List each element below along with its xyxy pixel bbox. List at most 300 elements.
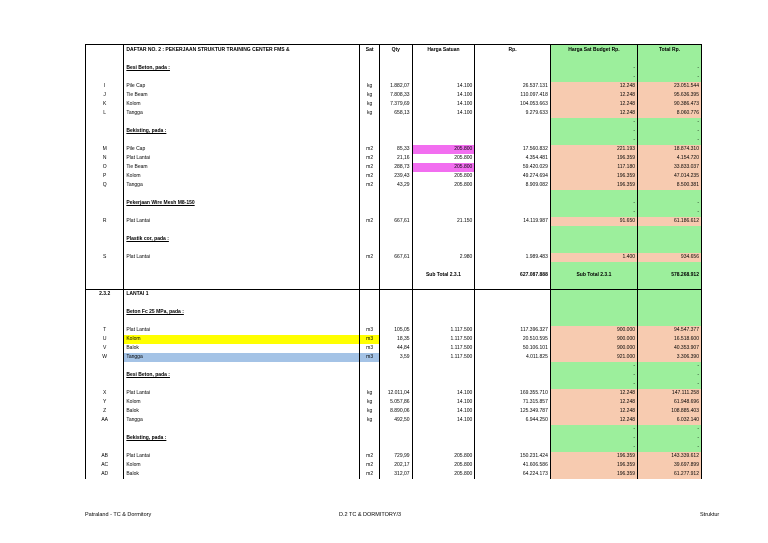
- row-amount: [475, 208, 551, 217]
- row-quantity: 658,13: [380, 109, 413, 118]
- table-blank-row: [86, 317, 702, 326]
- row-total: 47.014.235: [638, 172, 702, 181]
- row-budget-price: 196.359: [550, 470, 637, 479]
- row-description: Balok: [124, 344, 360, 353]
- row-budget-price: [550, 55, 637, 64]
- row-amount: [475, 425, 551, 434]
- row-quantity: 7.808,33: [380, 91, 413, 100]
- row-description: [124, 73, 360, 82]
- row-quantity: [380, 371, 413, 380]
- table-row: [86, 389, 702, 398]
- row-code: [86, 380, 124, 389]
- row-unit: [360, 262, 380, 271]
- row-harga-satuan: [412, 226, 475, 235]
- row-harga-satuan: [412, 280, 475, 290]
- row-total: 23.051.544: [638, 82, 702, 91]
- row-code: [86, 73, 124, 82]
- table-blank-row: [86, 425, 702, 434]
- row-code: [86, 425, 124, 434]
- table-row: [86, 326, 702, 335]
- row-description: Tie Beam: [124, 163, 360, 172]
- row-total: 8.060.776: [638, 109, 702, 118]
- row-description: Pile Cap: [124, 145, 360, 154]
- row-harga-satuan: 205.800: [412, 461, 475, 470]
- row-amount: [475, 434, 551, 443]
- row-code: P: [86, 172, 124, 181]
- row-unit: m3: [360, 335, 380, 344]
- row-harga-satuan: 2.980: [412, 253, 475, 262]
- row-harga-satuan: 1.117.500: [412, 344, 475, 353]
- header-title: DAFTAR NO. 2 : PEKERJAAN STRUKTUR TRAINING CENTER FMS &: [124, 45, 360, 56]
- table-section-row: [86, 308, 702, 317]
- row-unit: [360, 362, 380, 371]
- row-description: Plat Lantai: [124, 452, 360, 461]
- row-unit: [360, 73, 380, 82]
- row-amount: 4.354.481: [475, 154, 551, 163]
- row-unit: m2: [360, 145, 380, 154]
- row-budget-price: -: [550, 73, 637, 82]
- row-total: -: [638, 434, 702, 443]
- row-code: X: [86, 389, 124, 398]
- row-quantity: 7.379,69: [380, 100, 413, 109]
- row-unit: m2: [360, 163, 380, 172]
- row-code: Z: [86, 407, 124, 416]
- row-quantity: 729,99: [380, 452, 413, 461]
- row-quantity: 18,35: [380, 335, 413, 344]
- row-harga-satuan: 1.117.500: [412, 353, 475, 362]
- row-code: [86, 127, 124, 136]
- table-blank-row: [86, 118, 702, 127]
- row-harga-satuan: [412, 308, 475, 317]
- row-description: Kolom: [124, 335, 360, 344]
- row-budget-price: 900.000: [550, 335, 637, 344]
- row-quantity: 312,07: [380, 470, 413, 479]
- row-harga-satuan: 205.800: [412, 470, 475, 479]
- row-total: 8.500.381: [638, 181, 702, 190]
- row-total: 934.656: [638, 253, 702, 262]
- row-unit: [360, 190, 380, 199]
- row-amount: [475, 280, 551, 290]
- row-description: Pekerjaan Wire Mesh M8-150: [124, 199, 360, 208]
- row-unit: m2: [360, 452, 380, 461]
- row-code: [86, 208, 124, 217]
- table-row: [86, 145, 702, 154]
- row-amount: [475, 118, 551, 127]
- row-description: Bekisting, pada :: [124, 434, 360, 443]
- row-budget-price: -: [550, 136, 637, 145]
- table-blank-row: [86, 73, 702, 82]
- row-total: -: [638, 443, 702, 452]
- row-quantity: [380, 208, 413, 217]
- row-amount: [475, 55, 551, 64]
- table-row: [86, 461, 702, 470]
- row-code: [86, 55, 124, 64]
- row-code: [86, 136, 124, 145]
- row-amount: 117.396.327: [475, 326, 551, 335]
- row-amount: 41.606.586: [475, 461, 551, 470]
- row-unit: [360, 208, 380, 217]
- row-harga-satuan: 205.800: [412, 154, 475, 163]
- row-harga-satuan: 14.100: [412, 389, 475, 398]
- row-code: M: [86, 145, 124, 154]
- row-total: 16.518.600: [638, 335, 702, 344]
- row-unit: m2: [360, 181, 380, 190]
- table-row: [86, 452, 702, 461]
- row-budget-price: 196.359: [550, 452, 637, 461]
- row-quantity: 3,59: [380, 353, 413, 362]
- row-description: Tangga: [124, 181, 360, 190]
- row-amount: [475, 190, 551, 199]
- row-description: [124, 271, 360, 280]
- row-total: 3.306.390: [638, 353, 702, 362]
- row-amount: 169.355.710: [475, 389, 551, 398]
- row-description: [124, 299, 360, 308]
- row-unit: m2: [360, 461, 380, 470]
- row-unit: [360, 136, 380, 145]
- row-total: -: [638, 118, 702, 127]
- row-description: [124, 244, 360, 253]
- row-amount: 104.053.663: [475, 100, 551, 109]
- row-quantity: [380, 55, 413, 64]
- row-description: Balok: [124, 407, 360, 416]
- row-description: Plat Lantai: [124, 253, 360, 262]
- row-amount: [475, 362, 551, 371]
- row-code: Q: [86, 181, 124, 190]
- row-description: Kolom: [124, 100, 360, 109]
- row-total: 147.111.258: [638, 389, 702, 398]
- row-budget-price: [550, 226, 637, 235]
- row-budget-price: 196.359: [550, 181, 637, 190]
- table-blank-row: [86, 380, 702, 389]
- row-harga-satuan: 14.100: [412, 398, 475, 407]
- row-budget-price: -: [550, 425, 637, 434]
- row-harga-satuan: 14.100: [412, 407, 475, 416]
- row-unit: [360, 299, 380, 308]
- row-quantity: [380, 127, 413, 136]
- table-row: [86, 91, 702, 100]
- row-total: -: [638, 136, 702, 145]
- row-total: [638, 262, 702, 271]
- row-unit: [360, 244, 380, 253]
- row-harga-satuan: [412, 290, 475, 300]
- row-description: [124, 443, 360, 452]
- row-code: S: [86, 253, 124, 262]
- row-quantity: [380, 190, 413, 199]
- row-amount: [475, 443, 551, 452]
- row-harga-satuan: [412, 317, 475, 326]
- row-unit: [360, 371, 380, 380]
- row-budget-price: 12.248: [550, 109, 637, 118]
- row-harga-satuan: [412, 443, 475, 452]
- table-blank-row: [86, 190, 702, 199]
- row-total: [638, 55, 702, 64]
- row-total: 108.885.403: [638, 407, 702, 416]
- row-code: AC: [86, 461, 124, 470]
- row-total: [638, 308, 702, 317]
- table-blank-row: [86, 55, 702, 64]
- row-unit: m3: [360, 326, 380, 335]
- row-budget-price: [550, 308, 637, 317]
- row-quantity: 21,16: [380, 154, 413, 163]
- row-code: [86, 271, 124, 280]
- row-amount: [475, 64, 551, 73]
- row-quantity: 43,29: [380, 181, 413, 190]
- row-description: Plat Lantai: [124, 154, 360, 163]
- row-budget-price: 117.180: [550, 163, 637, 172]
- row-amount: 14.119.987: [475, 217, 551, 226]
- row-description: LANTAI 1: [124, 290, 360, 300]
- footer-left: Patraland - TC & Dormitory: [85, 512, 152, 518]
- row-quantity: 12.011,04: [380, 389, 413, 398]
- row-unit: [360, 199, 380, 208]
- row-quantity: 239,43: [380, 172, 413, 181]
- table-row: [86, 407, 702, 416]
- row-unit: [360, 118, 380, 127]
- row-harga-satuan: 14.100: [412, 109, 475, 118]
- row-description: [124, 425, 360, 434]
- row-code: I: [86, 82, 124, 91]
- row-budget-price: -: [550, 434, 637, 443]
- header-code: [86, 45, 124, 56]
- row-total: 61.277.912: [638, 470, 702, 479]
- row-budget-price: 900.000: [550, 344, 637, 353]
- row-description: Plat Lantai: [124, 217, 360, 226]
- row-budget-price: [550, 262, 637, 271]
- row-description: Beton Fc 25 MPa, pada :: [124, 308, 360, 317]
- row-quantity: [380, 226, 413, 235]
- row-quantity: 667,61: [380, 253, 413, 262]
- row-unit: m3: [360, 344, 380, 353]
- row-budget-price: 900.000: [550, 326, 637, 335]
- row-quantity: [380, 73, 413, 82]
- row-amount: 8.909.082: [475, 181, 551, 190]
- row-amount: 64.224.173: [475, 470, 551, 479]
- row-budget-price: 91.650: [550, 217, 637, 226]
- row-description: Plastik cor, pada :: [124, 235, 360, 244]
- row-budget-price: [550, 235, 637, 244]
- row-description: [124, 55, 360, 64]
- row-total: 90.386.473: [638, 100, 702, 109]
- row-description: Kolom: [124, 461, 360, 470]
- row-amount: 9.279.633: [475, 109, 551, 118]
- row-quantity: [380, 199, 413, 208]
- row-code: J: [86, 91, 124, 100]
- row-description: [124, 280, 360, 290]
- row-total: [638, 280, 702, 290]
- row-amount: [475, 380, 551, 389]
- row-total: 143.339.612: [638, 452, 702, 461]
- row-harga-satuan: [412, 362, 475, 371]
- row-unit: m2: [360, 172, 380, 181]
- table-row: [86, 109, 702, 118]
- row-budget-price: -: [550, 127, 637, 136]
- row-code: [86, 317, 124, 326]
- row-code: L: [86, 109, 124, 118]
- row-harga-satuan: 205.800: [412, 145, 475, 154]
- row-amount: 150.231.424: [475, 452, 551, 461]
- row-code: AD: [86, 470, 124, 479]
- table-row: [86, 172, 702, 181]
- table-subtotal-row: [86, 271, 702, 280]
- table-row: [86, 154, 702, 163]
- row-code: 2.3.2: [86, 290, 124, 300]
- row-code: [86, 280, 124, 290]
- table-blank-row: [86, 362, 702, 371]
- table-row: [86, 353, 702, 362]
- row-amount: [475, 136, 551, 145]
- row-harga-satuan: [412, 299, 475, 308]
- row-budget-price: [550, 280, 637, 290]
- header-sat: Sat: [360, 45, 380, 56]
- row-harga-satuan: [412, 244, 475, 253]
- row-quantity: 8.890,06: [380, 407, 413, 416]
- row-budget-price: [550, 299, 637, 308]
- row-amount: [475, 235, 551, 244]
- row-description: Balok: [124, 470, 360, 479]
- row-amount: 59.420.029: [475, 163, 551, 172]
- row-quantity: [380, 362, 413, 371]
- row-budget-price: -: [550, 199, 637, 208]
- row-unit: m2: [360, 217, 380, 226]
- row-code: AB: [86, 452, 124, 461]
- row-quantity: [380, 425, 413, 434]
- row-description: Besi Beton, pada :: [124, 64, 360, 73]
- row-code: [86, 64, 124, 73]
- row-budget-price: 12.248: [550, 100, 637, 109]
- row-amount: 1.989.483: [475, 253, 551, 262]
- row-amount: [475, 73, 551, 82]
- row-quantity: 202,17: [380, 461, 413, 470]
- row-total: [638, 235, 702, 244]
- table-blank-row: [86, 262, 702, 271]
- row-quantity: [380, 280, 413, 290]
- footer-center: D.2 TC & DORMITORY/3: [339, 512, 402, 518]
- row-total: [638, 226, 702, 235]
- row-unit: [360, 380, 380, 389]
- row-quantity: 105,05: [380, 326, 413, 335]
- row-code: V: [86, 344, 124, 353]
- row-code: [86, 371, 124, 380]
- row-budget-price: 12.248: [550, 91, 637, 100]
- row-total: 578.268.912: [638, 271, 702, 280]
- row-harga-satuan: 205.800: [412, 452, 475, 461]
- row-harga-satuan: [412, 380, 475, 389]
- row-description: [124, 317, 360, 326]
- row-amount: 49.274.694: [475, 172, 551, 181]
- row-quantity: [380, 317, 413, 326]
- row-quantity: [380, 443, 413, 452]
- row-harga-satuan: [412, 434, 475, 443]
- row-harga-satuan: [412, 208, 475, 217]
- row-description: Tangga: [124, 353, 360, 362]
- row-harga-satuan: [412, 136, 475, 145]
- row-budget-price: -: [550, 380, 637, 389]
- table-blank-row: [86, 226, 702, 235]
- row-description: [124, 136, 360, 145]
- row-harga-satuan: [412, 64, 475, 73]
- table-blank-row: [86, 299, 702, 308]
- row-unit: [360, 434, 380, 443]
- row-total: 18.874.310: [638, 145, 702, 154]
- row-unit: [360, 290, 380, 300]
- row-total: [638, 317, 702, 326]
- row-budget-price: 12.248: [550, 82, 637, 91]
- row-budget-price: -: [550, 362, 637, 371]
- table-blank-row: [86, 443, 702, 452]
- row-amount: [475, 308, 551, 317]
- row-total: [638, 299, 702, 308]
- row-budget-price: 12.248: [550, 389, 637, 398]
- row-total: -: [638, 362, 702, 371]
- row-amount: 17.560.832: [475, 145, 551, 154]
- row-description: [124, 262, 360, 271]
- header-harga-satuan: Harga Satuan: [412, 45, 475, 56]
- table-row: [86, 181, 702, 190]
- row-budget-price: 196.359: [550, 172, 637, 181]
- row-amount: [475, 199, 551, 208]
- row-harga-satuan: [412, 425, 475, 434]
- row-quantity: 1.882,07: [380, 82, 413, 91]
- row-budget-price: -: [550, 371, 637, 380]
- row-harga-satuan: 21.150: [412, 217, 475, 226]
- row-description: Tangga: [124, 416, 360, 425]
- row-code: [86, 235, 124, 244]
- row-unit: m2: [360, 253, 380, 262]
- row-code: [86, 118, 124, 127]
- row-amount: 627.087.888: [475, 271, 551, 280]
- row-description: [124, 190, 360, 199]
- row-total: [638, 290, 702, 300]
- table-section-row: [86, 434, 702, 443]
- row-description: [124, 226, 360, 235]
- row-unit: kg: [360, 416, 380, 425]
- row-budget-price: 12.248: [550, 407, 637, 416]
- row-harga-satuan: [412, 262, 475, 271]
- row-description: Kolom: [124, 398, 360, 407]
- table-section-row: [86, 235, 702, 244]
- boq-table: [85, 44, 702, 479]
- row-total: -: [638, 208, 702, 217]
- row-code: [86, 299, 124, 308]
- row-code: O: [86, 163, 124, 172]
- row-quantity: 667,61: [380, 217, 413, 226]
- row-budget-price: 921.000: [550, 353, 637, 362]
- row-code: [86, 262, 124, 271]
- row-budget-price: 12.248: [550, 416, 637, 425]
- row-amount: [475, 317, 551, 326]
- row-quantity: [380, 244, 413, 253]
- row-unit: kg: [360, 91, 380, 100]
- table-row: [86, 398, 702, 407]
- row-harga-satuan: 14.100: [412, 416, 475, 425]
- row-total: -: [638, 73, 702, 82]
- row-description: Bekisting, pada :: [124, 127, 360, 136]
- row-budget-price: Sub Total 2.3.1: [550, 271, 637, 280]
- row-total: 4.154.720: [638, 154, 702, 163]
- row-quantity: [380, 308, 413, 317]
- row-code: AA: [86, 416, 124, 425]
- header-qty: Qty: [380, 45, 413, 56]
- row-harga-satuan: 14.100: [412, 100, 475, 109]
- row-budget-price: [550, 290, 637, 300]
- table-section-row: [86, 64, 702, 73]
- row-total: -: [638, 199, 702, 208]
- row-total: [638, 244, 702, 253]
- row-harga-satuan: 205.800: [412, 172, 475, 181]
- table-row: [86, 253, 702, 262]
- row-total: 95.636.395: [638, 91, 702, 100]
- row-code: [86, 190, 124, 199]
